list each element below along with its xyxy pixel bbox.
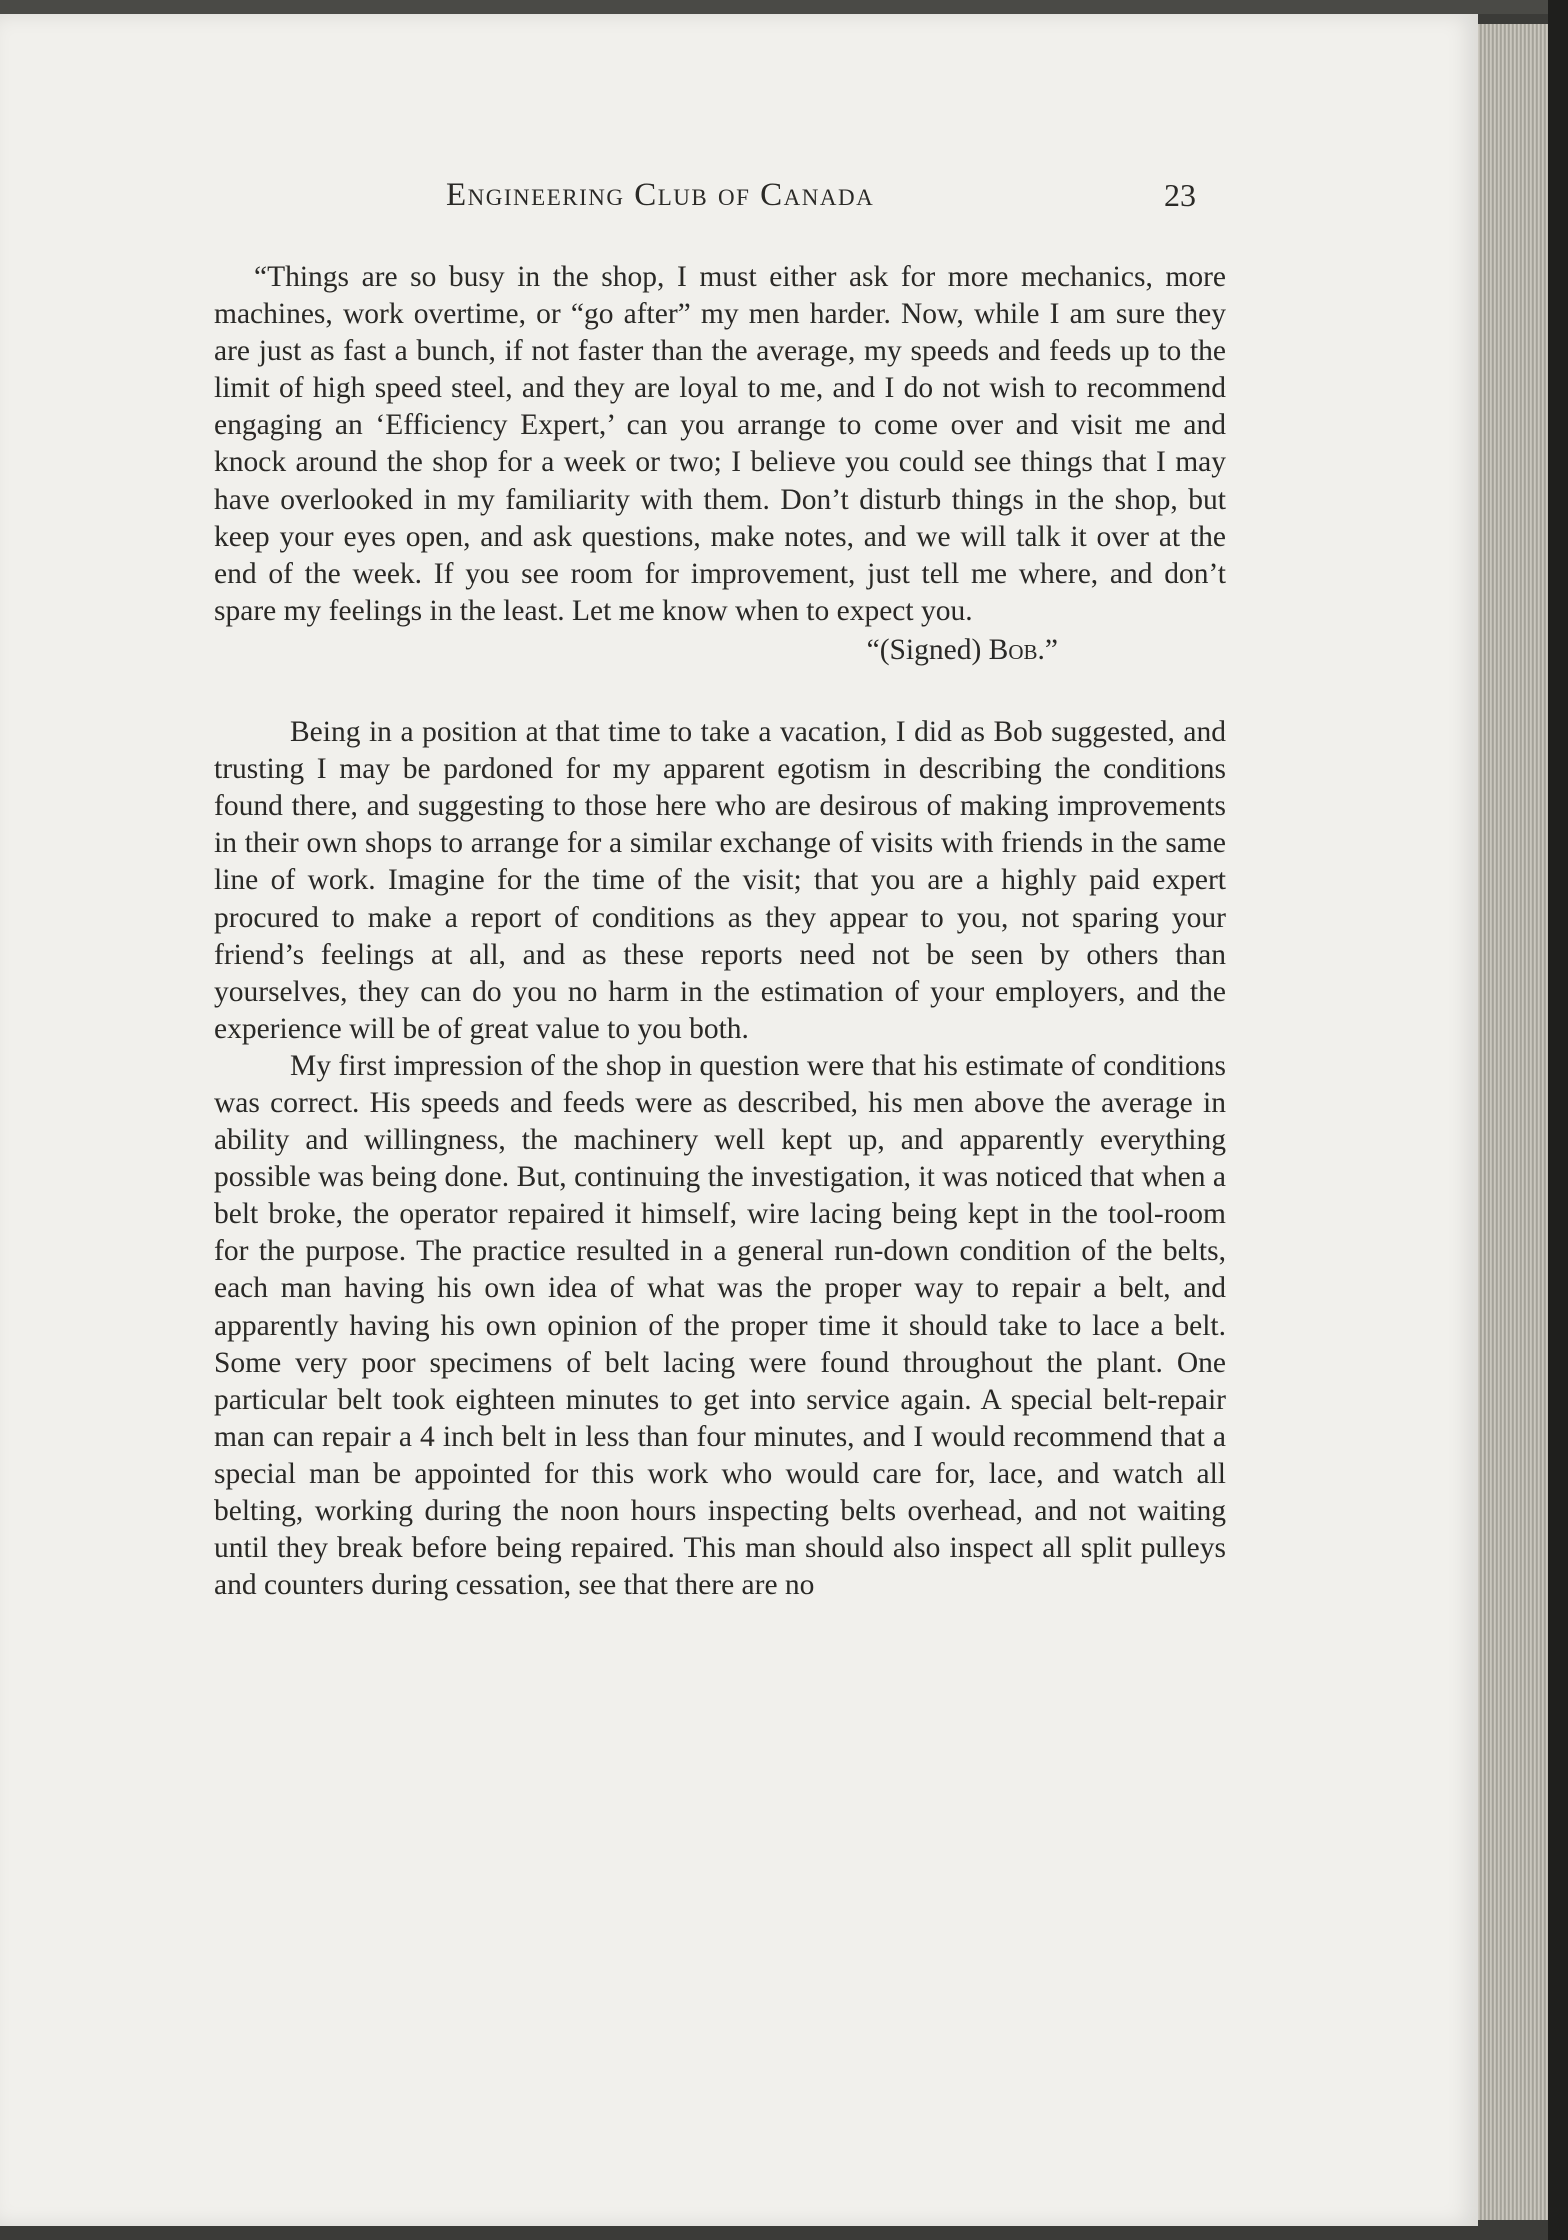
letter-signature [214,632,1226,669]
running-title: Engineering Club of Canada [446,177,875,213]
signature-prefix: “(Signed) [866,633,982,666]
page-header [446,177,1196,214]
page-body [214,259,1226,1604]
letter-paragraph: “Things are so busy in the shop, I must either ask for more mechanics, more machines, work overtime, or “go after” my men harder. Now, while I am sure they are just as fast a bunch, if not faster than the average, my speeds and feeds up to the limit of high speed steel, and they are loyal to me, and I do not wish to recommend engaging an ‘Efficiency Expert,’ can you arrange to come over and visit me and knock around the shop for a week or two; I believe you could see things that I may have overlooked in my familiarity with them. Don’t disturb things in the shop, but keep your eyes open, and ask questions, make notes, and we will talk it over at the end of the week. If you see room for improvement, just tell me where, and don’t spare my feelings in the least. Let me know when to expect you. [214,261,1226,627]
book-page [0,14,1478,2226]
signature-name: Bob.” [988,633,1058,666]
page-number: 23 [1164,177,1196,213]
page-edges [1478,24,1548,2220]
paragraph-first-impression: My first impression of the shop in question were that his estimate of conditions was correct. His speeds and feeds were as described, his men above the average in ability and willingness, the machinery well kept up, and apparently everything possible was being done. But, continuing the investigation, it was noticed that when a belt broke, the operator repaired it himself, wire lacing being kept in the tool-room for the purpose. The practice resulted in a general run-down condition of the belts, each man having his own idea of what was the proper way to repair a belt, and apparently having his own opinion of the proper time it should take to lace a belt. Some very poor specimens of belt lacing were found throughout the plant. One particular belt took eighteen minutes to get into service again. A special belt-repair man can repair a 4 inch belt in less than four minutes, and I would recommend that a special man be appointed for this work who would care for, lace, and watch all belting, working during the noon hours inspecting belts overhead, and not waiting until they break before being repaired. This man should also inspect all split pulleys and counters during cessation, see that there are no [214,1049,1226,1602]
book-edge-shadow [1548,0,1568,2240]
scanner-top-border [0,0,1568,14]
paragraph-vacation: Being in a position at that time to take a vacation, I did as Bob suggested, and trusting I may be pardoned for my apparent egotism in describing the conditions found there, and suggesting to those here who are desirous of making improvements in their own shops to arrange for a similar exchange of visits with friends in the same line of work. Imagine for the time of the visit; that you are a highly paid expert procured to make a report of conditions as they appear to you, not sparing your friend’s feelings at all, and as these reports need not be seen by others than yourselves, they can do you no harm in the estimation of your employers, and the experience will be of great value to you both. [214,716,1226,1045]
